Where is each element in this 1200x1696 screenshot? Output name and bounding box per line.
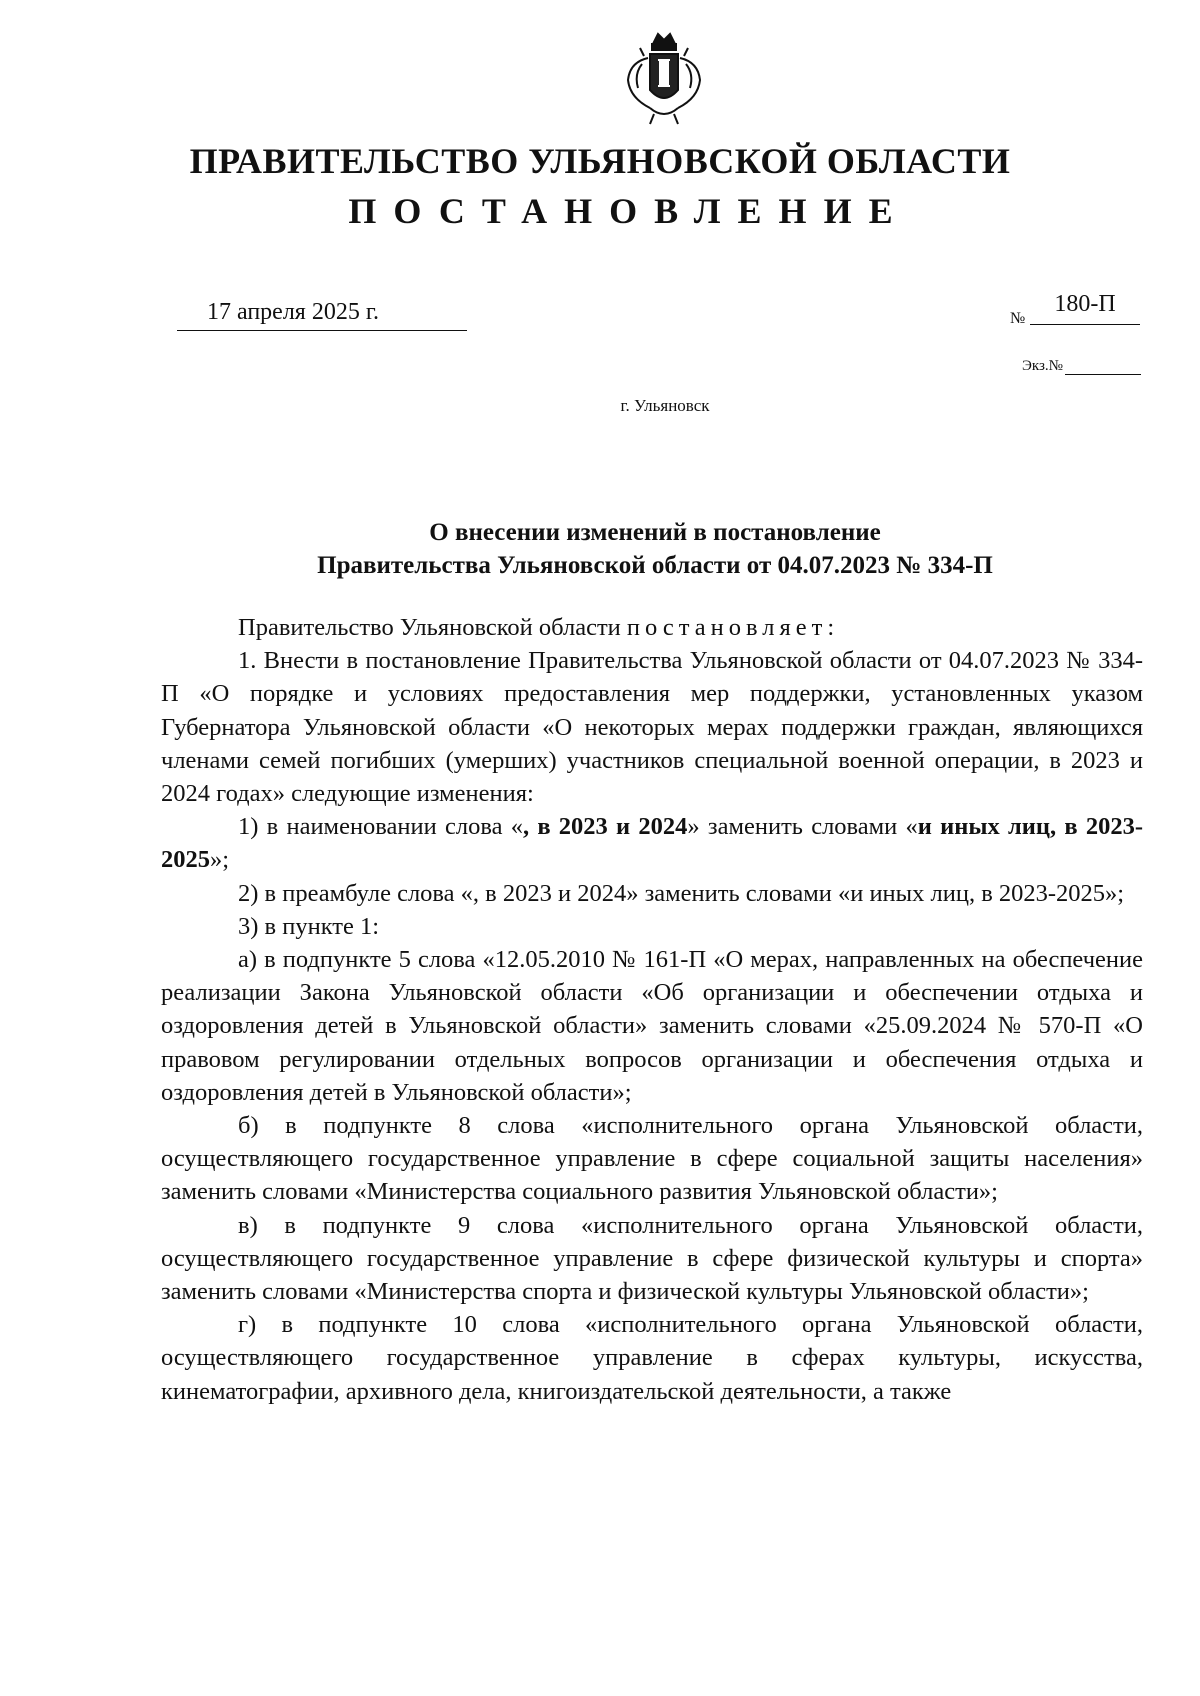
paragraph-subitem-a: а) в подпункте 5 слова «12.05.2010 № 161-П «О мерах, направленных на обеспечение реализации Закона Ульяновской области «Об организации и обеспечении отдыха и оздоровления детей в Ульяновской области» заменить словами «25.09.2024 № 570-П «О правовом регулировании отдельных вопросов организации и обеспечения отдыха и оздоровления детей в Ульяновской области»; bbox=[161, 946, 1143, 1106]
item-1-text-b: » заменить словами « bbox=[687, 813, 918, 841]
paragraph-subitem-b: б) в подпункте 8 слова «исполнительного органа Ульяновской области, осуществляющего государственное управление в сфере социальной защиты населения» заменить словами «Министерства социального развития Ульяновской области»; bbox=[161, 1112, 1143, 1206]
paragraph-subitem-g: г) в подпункте 10 слова «исполнительного органа Ульяновской области, осуществляющего государственное управление в сферах культуры, искусства, кинематографии, архивного дела, книгоиздательской деятельности, а также bbox=[161, 1311, 1143, 1405]
document-date: 17 апреля 2025 г. bbox=[177, 294, 467, 331]
item-1-text-a: 1) в наименовании слова « bbox=[238, 813, 523, 841]
document-subject bbox=[0, 516, 1200, 582]
document-type-heading: ПОСТАНОВЛЕНИЕ bbox=[348, 191, 910, 231]
paragraph-1: 1. Внести в постановление Правительства Ульяновской области от 04.07.2023 № 334-П «О порядке и условиях предоставления мер поддержки, установленных указом Губернатора Ульяновской области «О некоторых мерах поддержки граждан, являющихся членами семей погибших (умерших) участников специальной военной операции, в 2023 и 2024 годах» следующие изменения: bbox=[161, 647, 1143, 808]
organization-title: ПРАВИТЕЛЬСТВО УЛЬЯНОВСКОЙ ОБЛАСТИ bbox=[189, 141, 1011, 181]
subject-line-2: Правительства Ульяновской области от 04.07.2023 № 334-П bbox=[317, 552, 993, 579]
document-city: г. Ульяновск bbox=[620, 396, 710, 415]
paragraph-item-2: 2) в преамбуле слова «, в 2023 и 2024» заменить словами «и иных лиц, в 2023-2025»; bbox=[238, 879, 1125, 907]
coat-of-arms-emblem bbox=[620, 28, 708, 128]
item-1-text-c: »; bbox=[210, 846, 230, 874]
copy-number-line bbox=[1065, 374, 1141, 375]
preamble-resolves: постановляет: bbox=[626, 614, 840, 641]
paragraph-subitem-v: в) в подпункте 9 слова «исполнительного органа Ульяновской области, осуществляющего государственное управление в сфере физической культуры и спорта» заменить словами «Министерства спорта и физической культуры Ульяновской области»; bbox=[161, 1211, 1143, 1306]
copy-label: Экз.№ bbox=[1022, 358, 1063, 374]
paragraph-item-1 bbox=[161, 810, 1143, 876]
paragraph-item-3: 3) в пункте 1: bbox=[238, 912, 380, 940]
document-body bbox=[161, 611, 1143, 1408]
document-number: 180-П bbox=[1030, 284, 1140, 325]
item-1-bold-b: и иных лиц, в 2023-2025 bbox=[161, 813, 1143, 874]
copy-number-field bbox=[1022, 358, 1141, 375]
item-1-bold-a: , в 2023 и 2024 bbox=[522, 813, 688, 841]
preamble-text: Правительство Ульяновской области bbox=[238, 614, 627, 641]
subject-line-1: О внесении изменений в постановление bbox=[429, 519, 881, 546]
number-sign: № bbox=[1010, 310, 1026, 327]
preamble-paragraph bbox=[161, 611, 1143, 644]
